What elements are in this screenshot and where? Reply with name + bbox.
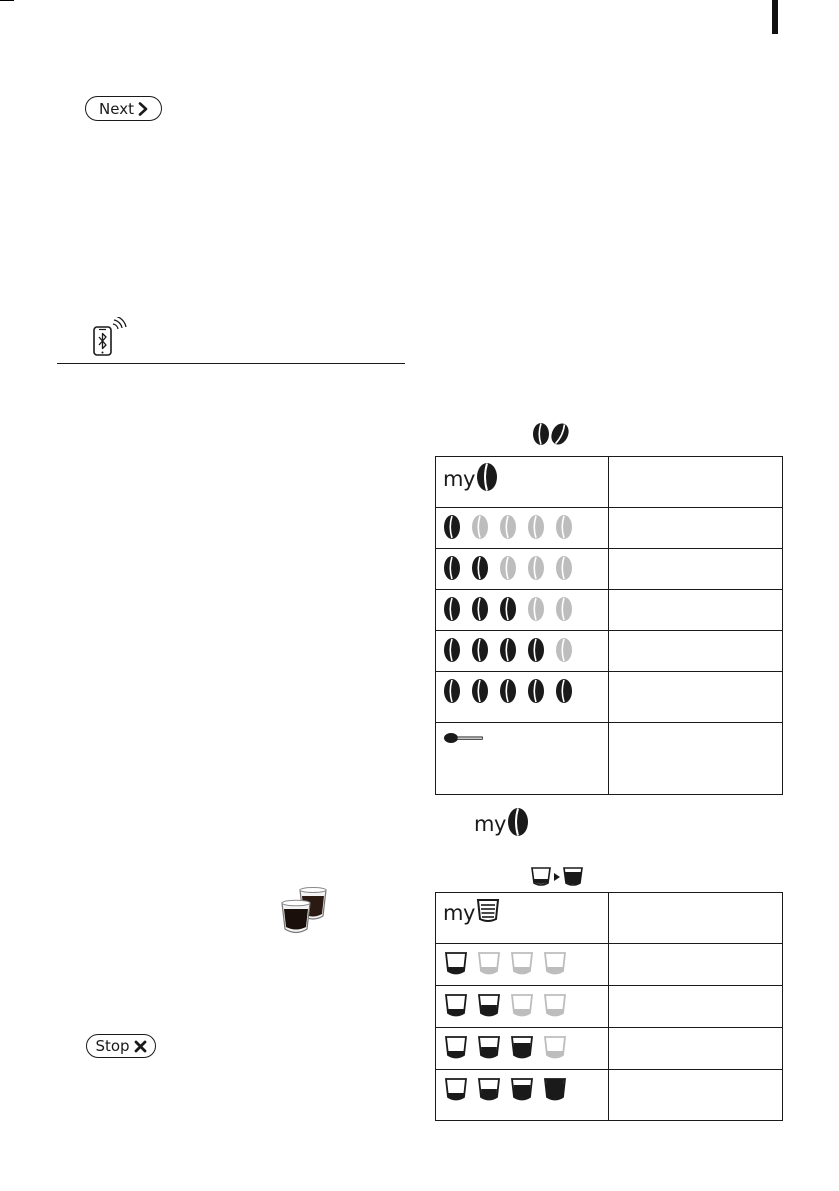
cup-empty-icon [545, 1037, 565, 1058]
bean-empty-icon [556, 638, 572, 662]
my-bean-note: my [474, 807, 529, 841]
strength-level-row [436, 508, 608, 547]
bean-filled-icon [472, 679, 488, 703]
my-cup-label: my [436, 893, 608, 928]
bean-empty-icon [556, 556, 572, 580]
next-button-label: Next [99, 99, 134, 118]
close-x-icon [134, 1040, 147, 1053]
bean-filled-icon [500, 638, 516, 662]
bean-filled-icon [444, 556, 460, 580]
cup-filled-icon [446, 1079, 466, 1100]
cup-empty-icon [545, 953, 565, 974]
strength-table [435, 456, 783, 795]
bean-filled-icon [472, 556, 488, 580]
section-tab-marker [772, 0, 778, 34]
strength-level-row [436, 590, 608, 629]
espresso-cups-illustration [278, 886, 334, 940]
quantity-level-row [436, 1028, 608, 1067]
bean-filled-icon [472, 638, 488, 662]
cup-fill-arrow-icon [530, 866, 586, 892]
bluetooth-phone-icon [92, 317, 128, 361]
cup-filled-icon [545, 1079, 565, 1100]
bean-level-icons [443, 513, 583, 543]
cup-filled-icon [512, 1079, 532, 1100]
bean-filled-icon [444, 638, 460, 662]
cup-level-icons [443, 1033, 583, 1063]
pre-ground-scoop-icon [436, 723, 608, 749]
bean-filled-icon [444, 679, 460, 703]
cup-level-icons [443, 949, 583, 979]
quantity-level-row [436, 986, 608, 1025]
my-bean-icon [476, 462, 498, 496]
cup-level-icons [443, 991, 583, 1021]
strength-level-row [436, 672, 608, 711]
section-divider [57, 363, 405, 364]
bean-empty-icon [528, 515, 544, 539]
coffee-beans-icon [532, 422, 570, 450]
next-button[interactable] [85, 96, 162, 121]
bean-level-icons [443, 636, 583, 666]
quantity-level-row [436, 944, 608, 983]
cup-filled-icon [479, 1079, 499, 1100]
cup-filled-icon [446, 1037, 466, 1058]
cup-filled-icon [446, 995, 466, 1016]
bean-filled-icon [444, 515, 460, 539]
cup-empty-icon [545, 995, 565, 1016]
cup-filled-icon [512, 1037, 532, 1058]
bean-empty-icon [500, 556, 516, 580]
quantity-table [435, 892, 783, 1121]
bean-empty-icon [528, 597, 544, 621]
bean-filled-icon [444, 597, 460, 621]
cup-filled-icon [446, 953, 466, 974]
top-rule [0, 0, 14, 1]
quantity-level-row [436, 1070, 608, 1109]
bean-empty-icon [556, 515, 572, 539]
bean-level-icons [443, 595, 583, 625]
bean-filled-icon [472, 597, 488, 621]
strength-level-row [436, 631, 608, 670]
strength-level-row [436, 549, 608, 588]
cup-filled-icon [479, 1037, 499, 1058]
bean-empty-icon [528, 556, 544, 580]
my-cup-icon [476, 898, 500, 928]
bean-empty-icon [556, 597, 572, 621]
cup-level-icons [443, 1075, 583, 1105]
cup-empty-icon [512, 953, 532, 974]
bean-empty-icon [472, 515, 488, 539]
bean-filled-icon [500, 679, 516, 703]
stop-button-label: Stop [95, 1037, 130, 1055]
chevron-right-icon [138, 102, 148, 116]
cup-empty-icon [479, 953, 499, 974]
my-bean-icon [507, 807, 529, 841]
cup-filled-icon [479, 995, 499, 1016]
cup-empty-icon [512, 995, 532, 1016]
bean-level-icons [443, 677, 583, 707]
bean-empty-icon [500, 515, 516, 539]
bean-level-icons [443, 554, 583, 584]
my-bean-label: my [436, 457, 608, 496]
bean-filled-icon [500, 597, 516, 621]
bean-filled-icon [556, 679, 572, 703]
bean-filled-icon [528, 679, 544, 703]
stop-button[interactable] [86, 1034, 156, 1058]
bean-filled-icon [528, 638, 544, 662]
